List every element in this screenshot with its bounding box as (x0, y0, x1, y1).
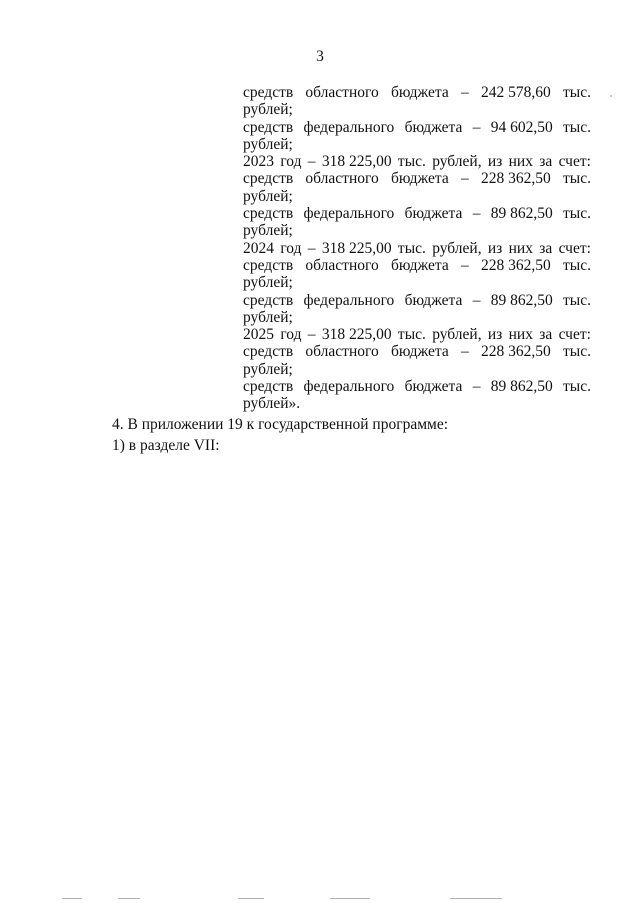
budget-word: – (461, 84, 469, 101)
budget-word: тыс. (563, 170, 591, 188)
budget-word: за (539, 239, 553, 257)
budget-word: тыс. (397, 239, 426, 257)
budget-word: средств (243, 118, 294, 136)
budget-line (243, 378, 591, 395)
budget-word: тыс. (563, 343, 591, 361)
budget-word: федерального (303, 205, 395, 223)
budget-line (243, 343, 591, 360)
budget-word: рублей; (243, 135, 293, 153)
budget-word: средств (243, 343, 294, 361)
amendment-paragraphs (112, 414, 592, 456)
budget-word: тыс. (563, 378, 591, 396)
budget-line (243, 240, 591, 257)
budget-word: рублей, (432, 326, 482, 344)
budget-word: тыс. (563, 84, 591, 101)
budget-word: 228 362,50 (481, 343, 551, 361)
budget-word: 318 225,00 (321, 153, 392, 171)
budget-word: бюджета (404, 118, 463, 136)
budget-word: средств (243, 291, 294, 309)
budget-word: бюджета (390, 84, 449, 101)
budget-word: областного (305, 343, 379, 361)
budget-word: тыс. (563, 291, 591, 309)
budget-line (243, 101, 591, 118)
budget-line (243, 136, 591, 153)
budget-line (243, 205, 591, 222)
budget-line (243, 309, 591, 326)
budget-word: областного (305, 84, 379, 101)
budget-word: рублей, (432, 239, 482, 257)
budget-allocation-block (243, 84, 591, 413)
budget-word: из (487, 153, 503, 171)
budget-word: 2023 (243, 153, 274, 171)
budget-word: 94 602,50 (490, 118, 553, 136)
budget-word: из (487, 326, 503, 344)
budget-word: – (472, 118, 481, 136)
budget-word: 242 578,60 (481, 84, 551, 101)
budget-word: рублей». (243, 395, 301, 413)
budget-word: бюджета (404, 378, 463, 396)
budget-word: 89 862,50 (490, 378, 553, 396)
budget-word: областного (305, 256, 379, 274)
budget-word: средств (243, 170, 294, 188)
budget-word: тыс. (397, 153, 426, 171)
budget-word: счет: (558, 153, 591, 171)
budget-word: федерального (303, 291, 395, 309)
budget-word: них (508, 239, 533, 257)
budget-line (243, 222, 591, 239)
budget-word: рублей; (243, 274, 293, 292)
budget-word: за (539, 153, 553, 171)
budget-word: 2025 (243, 326, 274, 344)
budget-word: бюджета (390, 343, 449, 361)
budget-line (243, 257, 591, 274)
budget-word: – (472, 291, 481, 309)
budget-word: год (280, 239, 302, 257)
budget-word: федерального (303, 378, 395, 396)
budget-word: – (307, 326, 316, 344)
budget-word: рублей; (243, 360, 293, 378)
paragraph-item-4: 4. В приложении 19 к государственной программе: (112, 416, 449, 433)
budget-word: рублей; (243, 101, 293, 119)
budget-word: тыс. (563, 118, 591, 136)
budget-line (243, 361, 591, 378)
budget-word: год (280, 326, 302, 344)
budget-word: тыс. (397, 326, 426, 344)
budget-word: бюджета (390, 256, 449, 274)
budget-line (243, 326, 591, 343)
budget-word: бюджета (404, 205, 463, 223)
budget-word: из (487, 239, 503, 257)
budget-word: рублей; (243, 308, 293, 326)
budget-word: за (539, 326, 553, 344)
budget-word: 2024 (243, 239, 274, 257)
paragraph-subitem-1: 1) в разделе VII: (112, 437, 220, 454)
budget-word: счет: (558, 239, 591, 257)
budget-word: тыс. (563, 205, 591, 223)
budget-line (243, 292, 591, 309)
budget-word: областного (305, 170, 379, 188)
budget-word: – (461, 170, 469, 188)
budget-word: тыс. (563, 256, 591, 274)
scan-footer-marks (0, 896, 640, 902)
budget-word: 89 862,50 (490, 291, 553, 309)
budget-word: – (472, 378, 481, 396)
budget-word: них (508, 326, 533, 344)
budget-word: счет: (558, 326, 591, 344)
budget-word: – (307, 239, 316, 257)
budget-line (243, 170, 591, 187)
budget-word: 228 362,50 (481, 170, 551, 188)
budget-word: них (508, 153, 533, 171)
budget-line (243, 395, 591, 412)
scan-speck (610, 95, 612, 97)
page-number: 3 (316, 48, 324, 65)
budget-word: – (472, 205, 481, 223)
budget-word: 89 862,50 (490, 205, 553, 223)
budget-word: средств (243, 84, 294, 101)
budget-word: бюджета (390, 170, 449, 188)
budget-word: средств (243, 256, 294, 274)
budget-word: – (307, 153, 316, 171)
budget-word: 228 362,50 (481, 256, 551, 274)
budget-word: год (280, 153, 302, 171)
budget-word: рублей, (432, 153, 482, 171)
budget-line (243, 188, 591, 205)
budget-word: рублей; (243, 222, 293, 240)
budget-word: федерального (303, 118, 395, 136)
budget-line (243, 119, 591, 136)
budget-word: 318 225,00 (321, 326, 392, 344)
budget-line (243, 274, 591, 291)
budget-word: средств (243, 205, 294, 223)
budget-word: – (461, 256, 469, 274)
budget-line (243, 84, 591, 101)
budget-word: бюджета (404, 291, 463, 309)
budget-word: рублей; (243, 187, 293, 205)
budget-word: 318 225,00 (321, 239, 392, 257)
budget-word: средств (243, 378, 294, 396)
budget-line (243, 153, 591, 170)
budget-word: – (461, 343, 469, 361)
